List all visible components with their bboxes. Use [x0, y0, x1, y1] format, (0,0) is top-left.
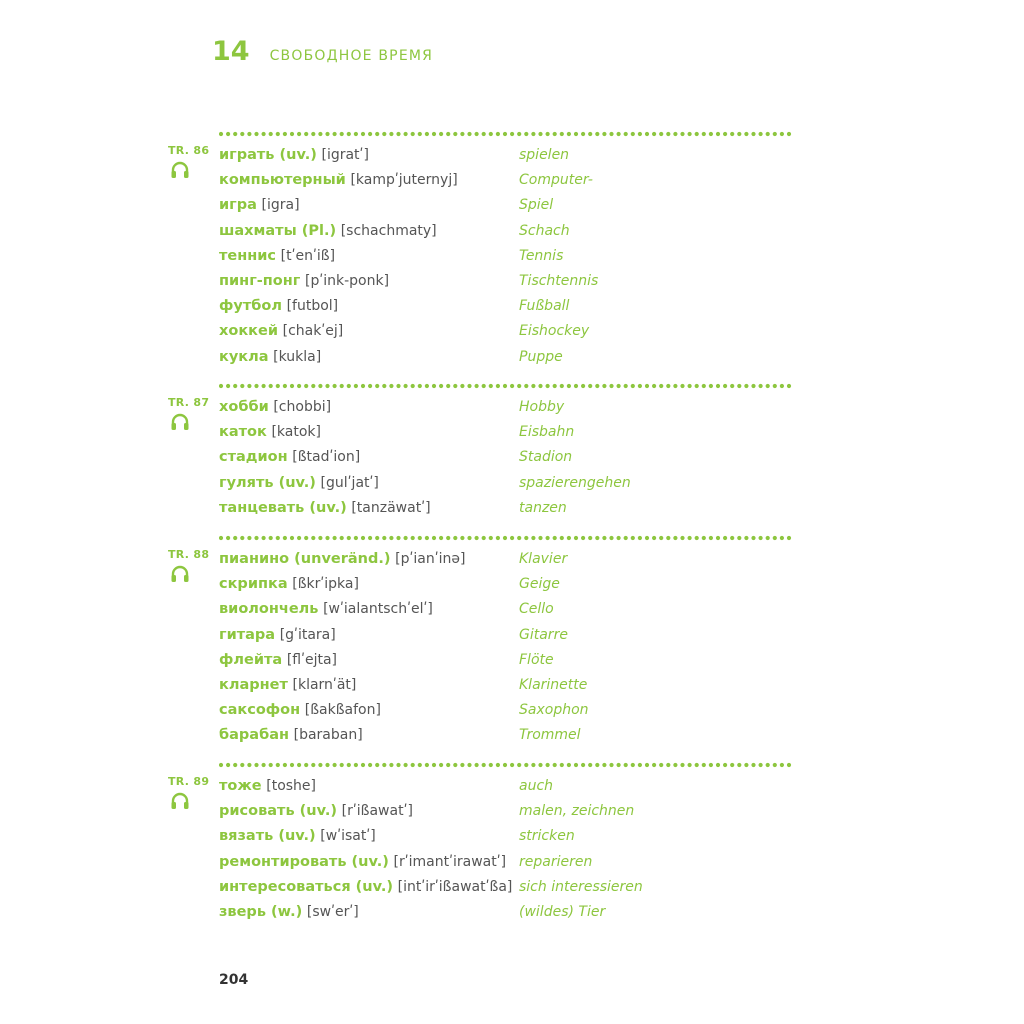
- vocab-entry: [219, 623, 779, 648]
- russian-word: каток: [219, 424, 267, 441]
- vocab-entry: [219, 420, 779, 445]
- german-translation: malen, zeichnen: [519, 803, 635, 820]
- vocab-entry: [219, 143, 779, 168]
- vocab-entry: [219, 648, 779, 673]
- german-translation: Hobby: [519, 399, 565, 415]
- transliteration: [futbol]: [286, 298, 339, 315]
- transliteration: [igra]: [261, 197, 300, 214]
- vocab-entry: [219, 900, 779, 925]
- russian-word: теннис: [219, 247, 277, 264]
- transliteration: [tʹenʹiß]: [280, 247, 336, 264]
- russian-word: тоже: [219, 778, 262, 794]
- vocab-entry: [219, 445, 779, 470]
- german-translation: Tischtennis: [519, 273, 599, 289]
- transliteration: [intʹirʹißawatʹßa]: [397, 878, 513, 895]
- russian-word: зверь (w.): [219, 904, 303, 920]
- transliteration: [tanzäwatʹ]: [351, 499, 431, 516]
- russian-word: барабан: [219, 727, 290, 744]
- vocab-entry: [219, 269, 779, 294]
- vocab-entry: [219, 168, 779, 193]
- page-number: 204: [219, 972, 249, 988]
- track-label: TR. 86: [168, 144, 210, 157]
- german-translation: Trommel: [519, 727, 581, 744]
- vocab-entry: [219, 471, 779, 496]
- russian-word: хоккей: [219, 323, 278, 340]
- russian-word: рисовать (uv.): [219, 803, 338, 820]
- german-translation: Spiel: [519, 197, 554, 214]
- vocab-entry: [219, 850, 779, 875]
- german-translation: Computer-: [519, 172, 593, 189]
- vocab-entry: [219, 597, 779, 622]
- dotted-divider: [219, 383, 793, 389]
- german-translation: Klavier: [519, 551, 568, 567]
- german-translation: Stadion: [519, 449, 573, 466]
- vocab-entry: [219, 572, 779, 597]
- transliteration: [kampʹjuternyj]: [350, 172, 458, 189]
- transliteration: [ßkrʹipka]: [292, 576, 359, 593]
- russian-word: гитара: [219, 626, 276, 643]
- russian-word: пинг-понг: [219, 273, 301, 289]
- russian-word: играть (uv.): [219, 147, 317, 163]
- russian-word: шахматы (Pl.): [219, 222, 337, 239]
- russian-word: саксофон: [219, 702, 301, 719]
- german-translation: auch: [519, 778, 554, 794]
- german-translation: Fußball: [519, 298, 570, 315]
- german-translation: Gitarre: [519, 626, 568, 643]
- russian-word: вязать (uv.): [219, 828, 316, 845]
- audio-track: [168, 144, 212, 157]
- chapter-title: СВОБОДНОЕ ВРЕМЯ: [269, 48, 434, 64]
- vocab-entry: [219, 319, 779, 344]
- transliteration: [rʹißawatʹ]: [341, 803, 413, 820]
- transliteration: [flʹejta]: [286, 651, 338, 668]
- chapter-heading: [212, 36, 433, 67]
- russian-word: компьютерный: [219, 172, 346, 189]
- dotted-divider: [219, 535, 793, 541]
- russian-word: флейта: [219, 651, 283, 668]
- russian-word: интересоваться (uv.): [219, 878, 394, 895]
- audio-track: [168, 396, 212, 409]
- transliteration: [rʹimantʹirawatʹ]: [393, 853, 507, 870]
- transliteration: [schachmaty]: [340, 222, 437, 239]
- german-translation: reparieren: [519, 853, 593, 870]
- headphones-icon: [170, 160, 190, 180]
- russian-word: виолончель: [219, 601, 319, 618]
- transliteration: [pʹianʹinə]: [395, 551, 466, 567]
- russian-word: стадион: [219, 449, 288, 466]
- transliteration: [ßtadʹion]: [292, 449, 361, 466]
- headphones-icon: [170, 412, 190, 432]
- vocab-entry: [219, 547, 779, 572]
- german-translation: Klarinette: [519, 677, 588, 693]
- german-translation: Geige: [519, 576, 560, 593]
- transliteration: [gʹitara]: [279, 626, 336, 643]
- transliteration: [katok]: [271, 424, 321, 441]
- vocab-entry: [219, 774, 779, 799]
- german-translation: Cello: [519, 601, 554, 618]
- dotted-divider: [219, 762, 793, 768]
- headphones-icon: [170, 791, 190, 811]
- russian-word: хобби: [219, 399, 269, 415]
- russian-word: ремонтировать (uv.): [219, 853, 389, 870]
- transliteration: [igratʹ]: [321, 147, 369, 163]
- vocab-entry: [219, 395, 779, 420]
- russian-word: футбол: [219, 298, 282, 315]
- vocab-entry: [219, 824, 779, 849]
- german-translation: Eisbahn: [519, 424, 575, 441]
- vocab-entry: [219, 698, 779, 723]
- transliteration: [baraban]: [293, 727, 363, 744]
- russian-word: гулять (uv.): [219, 474, 316, 491]
- vocab-entry: [219, 875, 779, 900]
- track-label: TR. 89: [168, 775, 210, 788]
- track-label: TR. 87: [168, 396, 210, 409]
- german-translation: Flöte: [519, 651, 554, 668]
- russian-word: игра: [219, 197, 257, 214]
- russian-word: пианино (unveränd.): [219, 551, 391, 567]
- german-translation: Schach: [519, 222, 570, 239]
- russian-word: кларнет: [219, 677, 288, 693]
- vocab-entry: [219, 193, 779, 218]
- transliteration: [pʹink-ponk]: [304, 273, 390, 289]
- audio-track: [168, 548, 212, 561]
- vocab-entry: [219, 673, 779, 698]
- headphones-icon: [170, 564, 190, 584]
- transliteration: [chakʹej]: [282, 323, 344, 340]
- transliteration: [ßakßafon]: [304, 702, 381, 719]
- german-translation: Puppe: [519, 348, 563, 365]
- german-translation: spazierengehen: [519, 474, 631, 491]
- transliteration: [gulʹjatʹ]: [320, 474, 379, 491]
- vocab-entry: [219, 799, 779, 824]
- vocab-entry: [219, 496, 779, 521]
- transliteration: [kukla]: [273, 348, 322, 365]
- russian-word: танцевать (uv.): [219, 499, 347, 516]
- german-translation: Saxophon: [519, 702, 589, 719]
- german-translation: spielen: [519, 147, 570, 163]
- vocab-entry: [219, 294, 779, 319]
- track-label: TR. 88: [168, 548, 210, 561]
- transliteration: [toshe]: [266, 778, 317, 794]
- vocab-entry: [219, 723, 779, 748]
- russian-word: кукла: [219, 348, 269, 365]
- german-translation: Eishockey: [519, 323, 590, 340]
- german-translation: stricken: [519, 828, 575, 845]
- dotted-divider: [219, 131, 793, 137]
- transliteration: [chobbi]: [273, 399, 332, 415]
- german-translation: Tennis: [519, 247, 564, 264]
- audio-track: [168, 775, 212, 788]
- transliteration: [wʹisatʹ]: [320, 828, 376, 845]
- chapter-number: 14: [212, 36, 250, 67]
- vocab-entry: [219, 345, 779, 370]
- transliteration: [wʹialantschʹelʹ]: [323, 601, 433, 618]
- german-translation: sich interessieren: [519, 878, 643, 895]
- german-translation: tanzen: [519, 499, 567, 516]
- transliteration: [klarnʹät]: [292, 677, 357, 693]
- vocab-entry: [219, 219, 779, 244]
- german-translation: (wildes) Tier: [519, 904, 606, 920]
- russian-word: скрипка: [219, 576, 288, 593]
- transliteration: [swʹerʹ]: [306, 904, 359, 920]
- vocab-entry: [219, 244, 779, 269]
